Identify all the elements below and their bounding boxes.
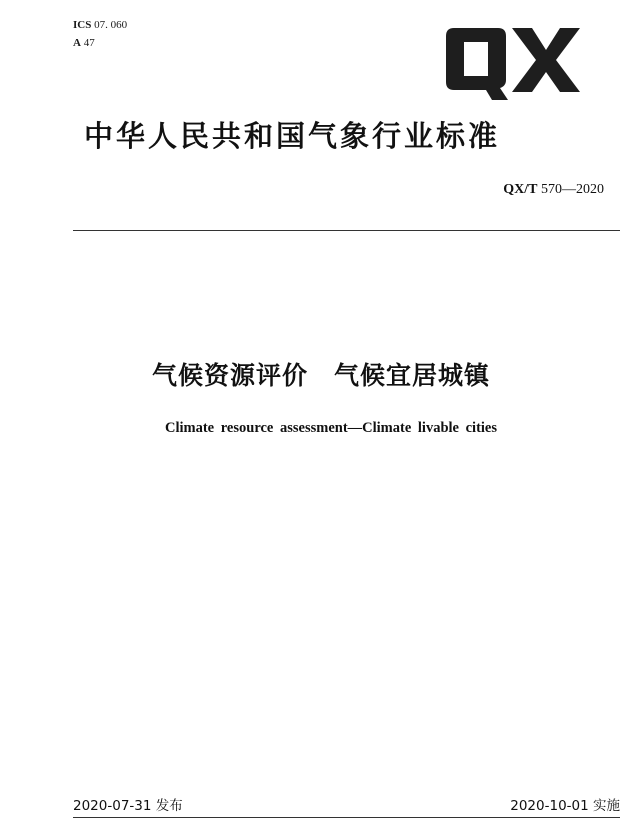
- ccs-value: 47: [83, 37, 95, 49]
- title-chinese: 气候资源评价 气候宜居城镇: [151, 361, 490, 390]
- qx-logo-q: [446, 28, 508, 100]
- footer-divider: [73, 817, 620, 818]
- header-divider: [73, 230, 620, 231]
- ics-label: ICS: [73, 19, 92, 31]
- ics-code: [73, 18, 127, 32]
- ccs-code: [73, 36, 95, 50]
- qx-logo: [446, 28, 580, 100]
- title-english: Climate resource assessment—Climate livable cities: [165, 420, 498, 436]
- standard-code: 570—2020: [541, 182, 604, 197]
- standard-number: [503, 182, 604, 198]
- title-english-block: [0, 420, 642, 437]
- release-date: 2020-07-31 发布: [73, 798, 183, 814]
- standard-prefix: QX/T: [503, 182, 538, 197]
- qx-logo-x: [512, 28, 580, 92]
- implementation-date: 2020-10-01 实施: [510, 798, 620, 814]
- ics-value: 07. 060: [94, 19, 128, 31]
- issuing-authority: 中华人民共和国气象行业标准: [84, 119, 501, 153]
- ccs-label: A: [73, 37, 81, 49]
